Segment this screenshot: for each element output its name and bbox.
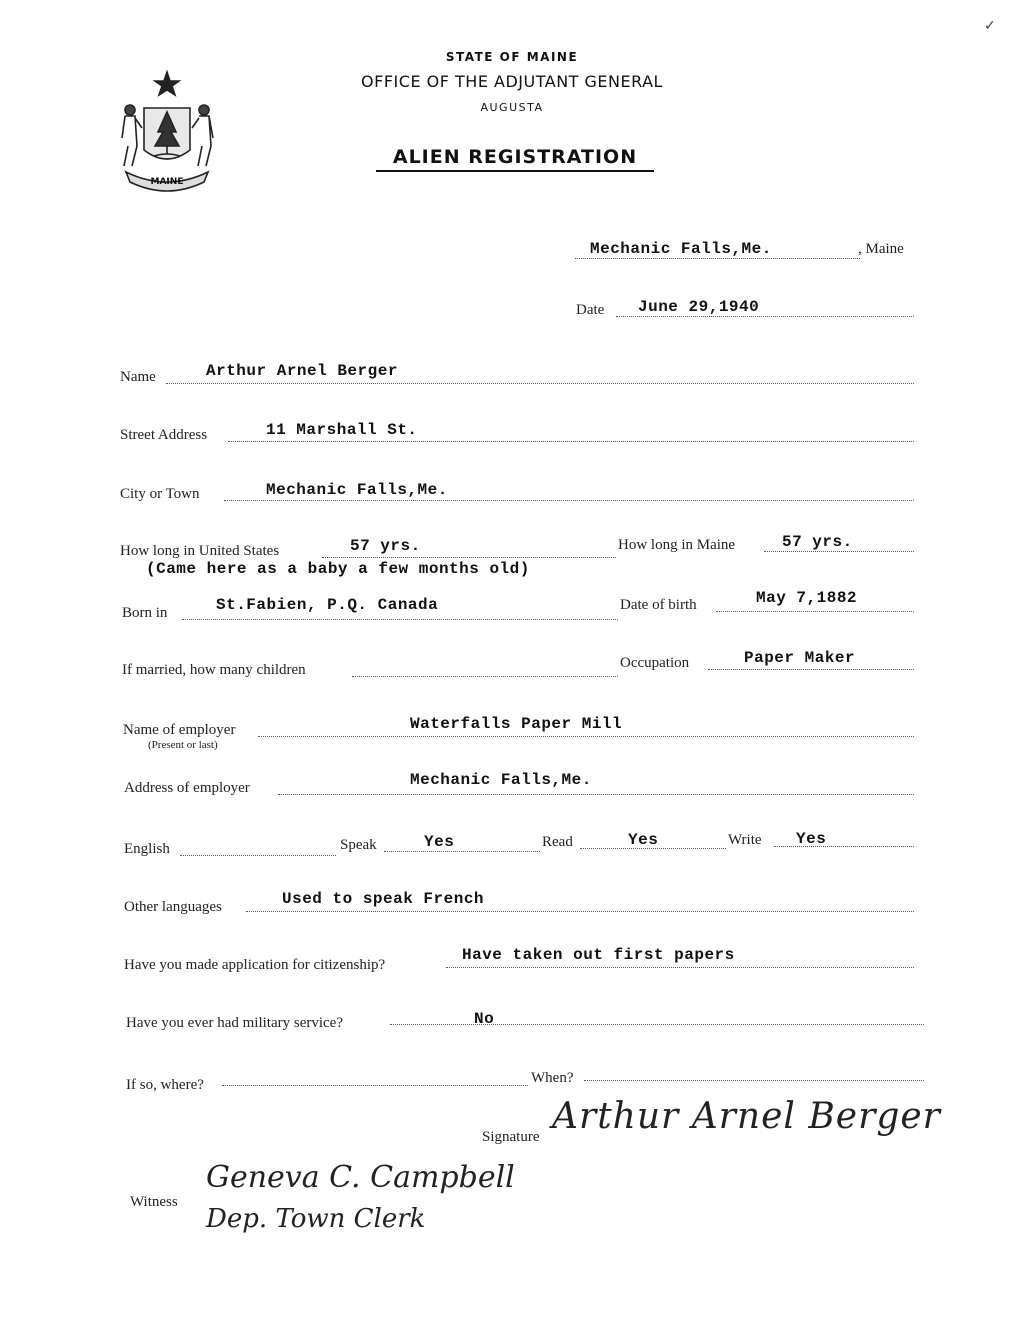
employer-value: Waterfalls Paper Mill	[410, 715, 623, 733]
employer-label: Name of employer	[123, 722, 236, 738]
street-label: Street Address	[120, 427, 208, 443]
us-duration-value: 57 yrs.	[350, 537, 421, 555]
military-value: No	[474, 1010, 495, 1028]
us-duration-label: How long in United States	[120, 543, 280, 559]
speak-label: Speak	[340, 837, 377, 853]
corner-check-mark: ✓	[984, 18, 996, 34]
dob-label: Date of birth	[620, 597, 697, 613]
read-value: Yes	[628, 831, 659, 849]
place-suffix: , Maine	[858, 241, 904, 257]
write-value: Yes	[796, 830, 827, 848]
write-label: Write	[728, 832, 762, 848]
witness-name-handwritten: Geneva C. Campbell	[206, 1160, 515, 1195]
read-label: Read	[542, 834, 573, 850]
header-office: OFFICE OF THE ADJUTANT GENERAL	[361, 72, 663, 91]
name-label: Name	[120, 369, 156, 385]
english-label: English	[124, 841, 170, 857]
other-languages-value: Used to speak French	[282, 890, 485, 908]
citizenship-label: Have you made application for citizenship?	[124, 957, 386, 973]
maine-duration-label: How long in Maine	[618, 537, 736, 553]
other-languages-label: Other languages	[124, 899, 222, 915]
children-label: If married, how many children	[122, 662, 306, 678]
where-label: If so, where?	[126, 1077, 204, 1093]
employer-address-value: Mechanic Falls,Me.	[410, 771, 592, 789]
witness-label: Witness	[130, 1194, 178, 1210]
born-value: St.Fabien, P.Q. Canada	[216, 596, 439, 614]
street-value: 11 Marshall St.	[266, 421, 418, 439]
employer-sublabel: (Present or last)	[148, 739, 218, 751]
occupation-value: Paper Maker	[744, 649, 856, 667]
city-label: City or Town	[120, 486, 200, 502]
header-city: AUGUSTA	[480, 101, 544, 114]
occupation-label: Occupation	[620, 655, 690, 671]
residence-note: (Came here as a baby a few months old)	[146, 560, 530, 578]
when-label: When?	[531, 1070, 574, 1086]
speak-value: Yes	[424, 833, 455, 851]
date-label: Date	[576, 302, 605, 318]
military-label: Have you ever had military service?	[126, 1015, 343, 1031]
city-value: Mechanic Falls,Me.	[266, 481, 448, 499]
date-value: June 29,1940	[638, 298, 760, 316]
born-label: Born in	[122, 605, 168, 621]
name-value: Arthur Arnel Berger	[206, 362, 398, 380]
signature-handwritten: Arthur Arnel Berger	[552, 1096, 941, 1137]
seal-banner-text: MAINE	[150, 177, 184, 187]
place-value: Mechanic Falls,Me.	[590, 240, 772, 258]
employer-address-label: Address of employer	[124, 780, 250, 796]
dob-value: May 7,1882	[756, 589, 858, 607]
witness-title-handwritten: Dep. Town Clerk	[206, 1204, 426, 1234]
form-title: ALIEN REGISTRATION	[376, 146, 654, 172]
maine-duration-value: 57 yrs.	[782, 533, 853, 551]
citizenship-value: Have taken out first papers	[462, 946, 735, 964]
signature-label: Signature	[482, 1129, 540, 1145]
header-state: STATE OF MAINE	[445, 50, 579, 64]
